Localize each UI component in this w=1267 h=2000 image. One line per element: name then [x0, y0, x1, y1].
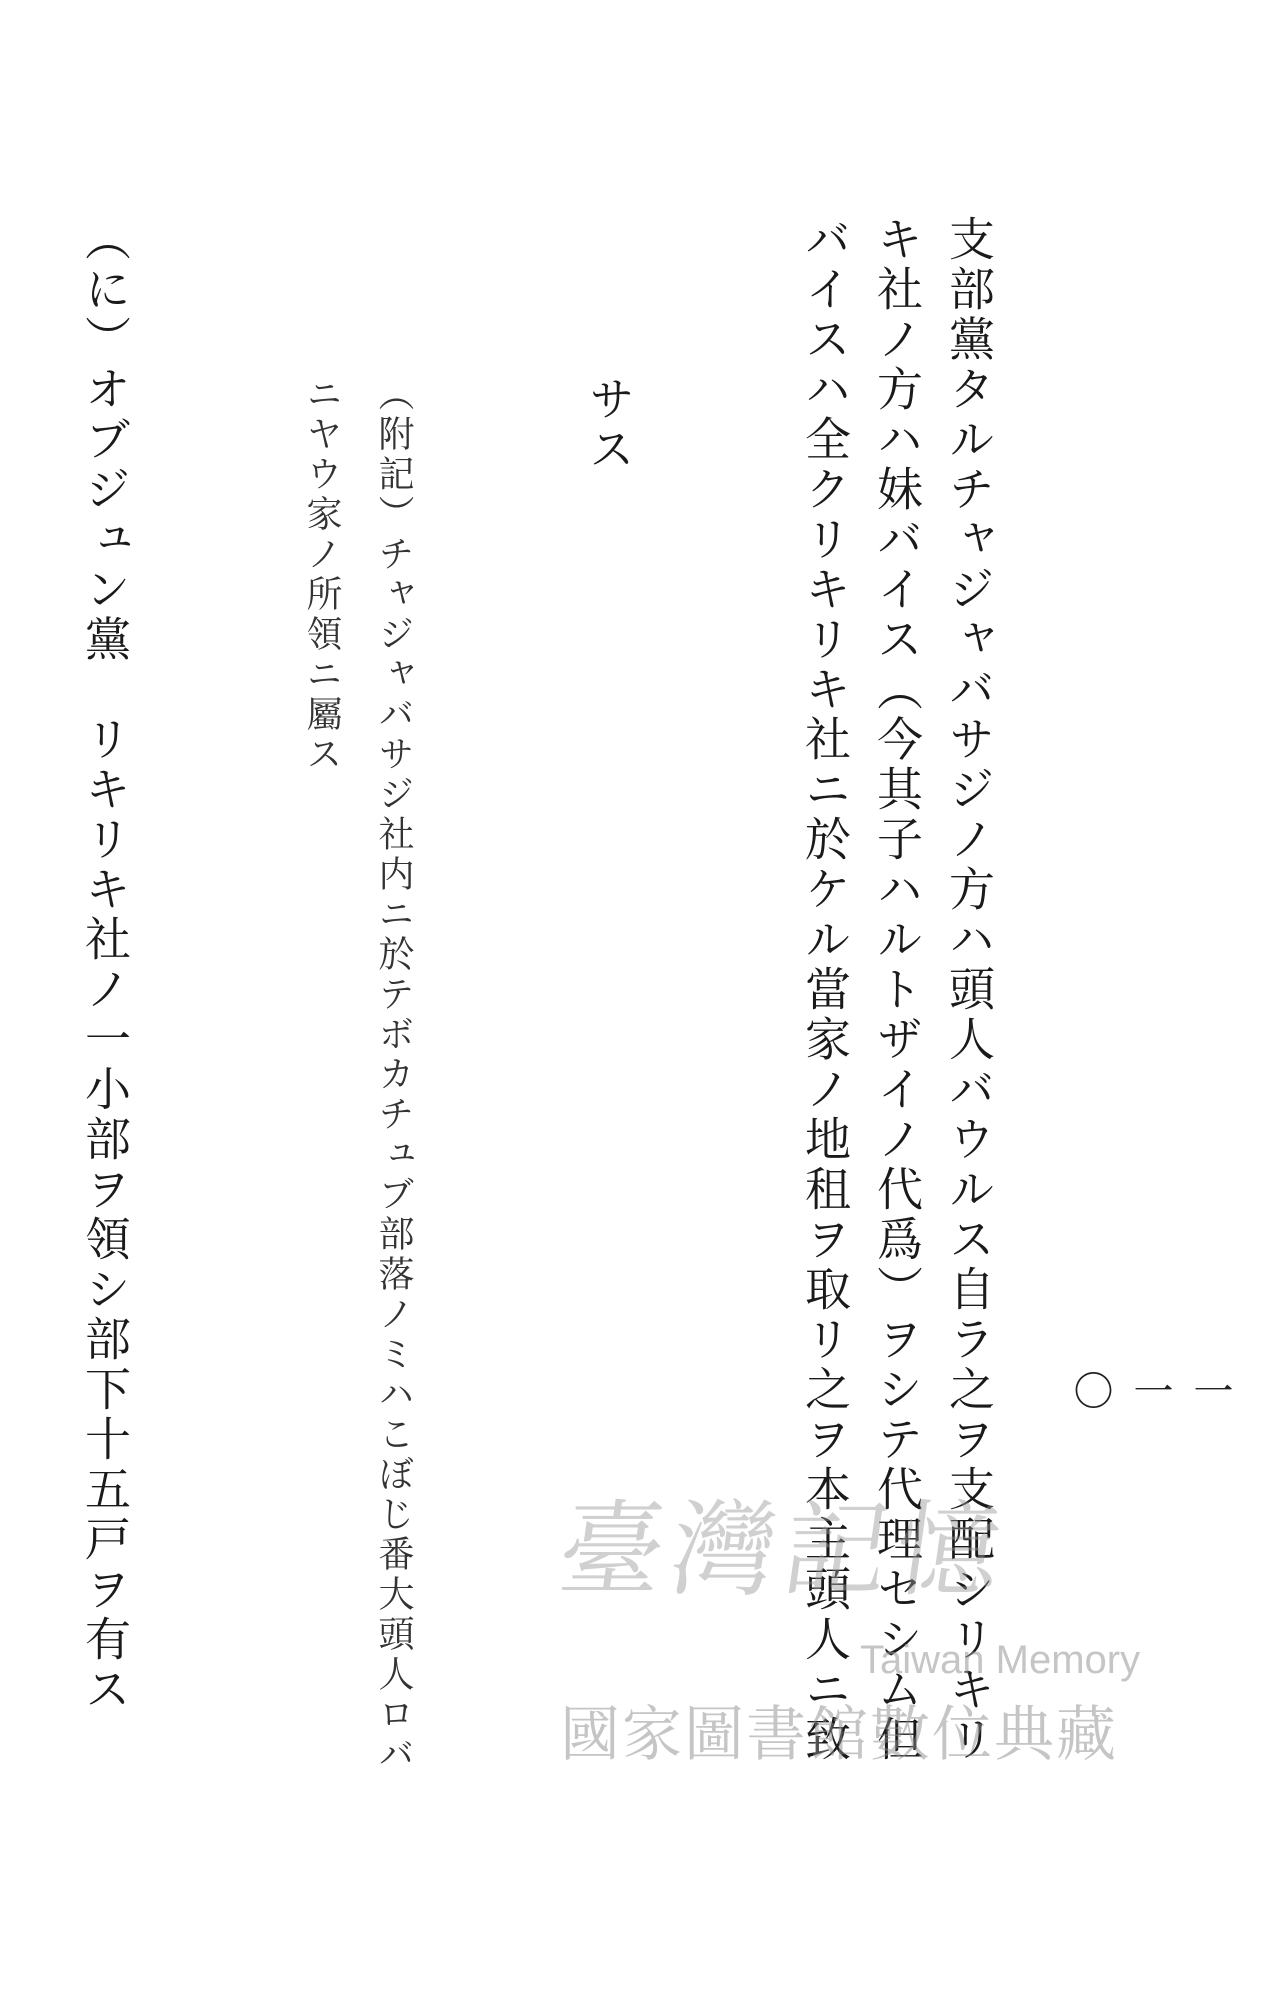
text-column: （に）オブジュン黨 リキリキ社ノ一小部ヲ領シ部下十五戸ヲ有ス: [78, 215, 132, 1715]
page-number: 一一〇: [1067, 1370, 1233, 1412]
text-column: 支部黨タルチャジャバサジノ方ハ頭人バウルス自ラ之ヲ支配シリキリキ社ノ方ハ妹バイス（今其子ハルトザイノ代爲）ヲシテ代理セシム但バイスハ全クリキリキ社ニ於ケル當家ノ地租ヲ取リ之ヲ本主頭人ニ致: [798, 215, 996, 1765]
note-column: （附記）チャジャバサジ社内ニ於テボカチュブ部落ノミハこぼじ番大頭人ロバニヤウ家ノ所領ニ屬ス: [301, 375, 414, 1775]
watermark-taiwan-memory-en: Taiwan Memory: [860, 1638, 1141, 1682]
watermark-national-library: 國家圖書館數位典藏: [560, 1700, 1118, 1770]
text-column: サス: [582, 375, 636, 475]
watermark-taiwan-memory-cjk: 臺灣記憶: [551, 1489, 1017, 1611]
